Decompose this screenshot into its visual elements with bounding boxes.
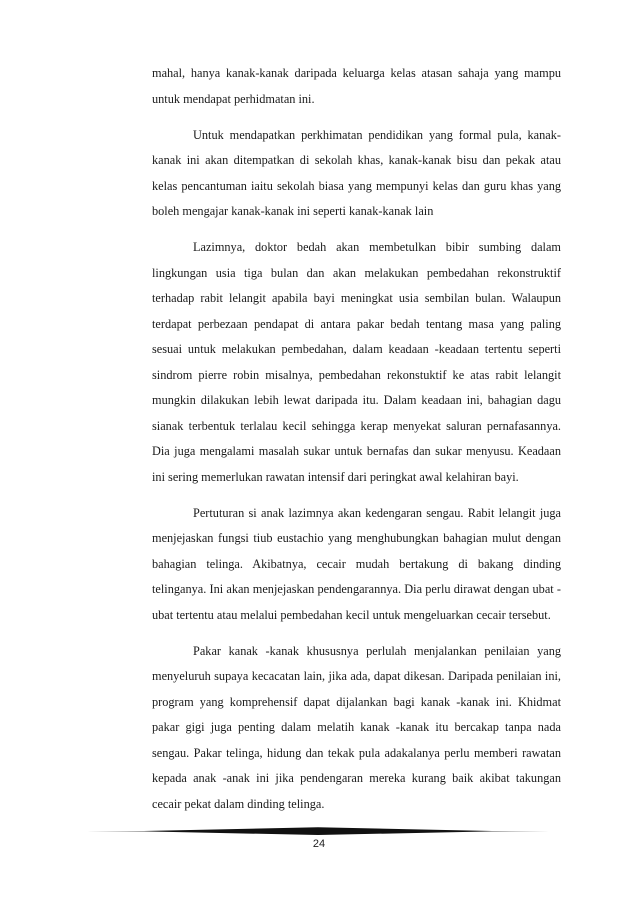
paragraph-speech-hearing: Pertuturan si anak lazimnya akan kedengaran sengau. Rabit lelangit juga menjejaskan fungsi tiub eustachio yang menghubungkan bahagian mulut dengan bahagian telinga. Akibatnya, cecair mudah bertakung di bakang dinding telinganya. Ini akan menjejaskan pendengarannya. Dia perlu dirawat dengan ubat -ubat tertentu atau melalui pembedahan kecil untuk mengeluarkan cecair tersebut.: [152, 505, 561, 622]
document-body: [152, 61, 561, 828]
paragraph-surgery: Lazimnya, doktor bedah akan membetulkan bibir sumbing dalam lingkungan usia tiga bulan dan akan melakukan pembedahan rekonstruktif terhadap rabit lelangit apabila bayi meningkat usia sembilan bulan. Walaupun terdapat perbezaan pendapat di antara pakar bedah tentang masa yang paling sesuai untuk melakukan pembedahan, dalam keadaan -keadaan tertentu seperti sindrom pierre robin misalnya, pembedahan rekonstuktif ke atas rabit lelangit mungkin dilakukan lebih lewat daripada itu. Dalam keadaan ini, bahagian dagu sianak terbentuk terlalau kecil sehingga kerap menyekat saluran pernafasannya. Dia juga mengalami masalah sukar untuk bernafas dan sukar menyusu. Keadaan ini sering memerlukan rawatan intensif dari peringkat awal kelahiran bayi.: [152, 240, 561, 484]
paragraph-specialist-care: Pakar kanak -kanak khususnya perlulah menjalankan penilaian yang menyeluruh supaya kecacatan lain, jika ada, dapat dikesan. Daripada penilaian ini, program yang komprehensif dapat dijalankan bagi kanak -kanak ini. Khidmat pakar gigi juga penting dalam melatih kanak -kanak itu bercakap tanpa nada sengau. Pakar telinga, hidung dan tekak pula adakalanya perlu memberi rawatan kepada anak -anak ini jika pendengaran mereka kurang baik akibat takungan cecair pekat dalam dinding telinga.: [152, 643, 561, 811]
page-number: 24: [312, 838, 326, 850]
footer-rule: [86, 826, 550, 836]
paragraph-special-education: Untuk mendapatkan perkhimatan pendidikan yang formal pula, kanak-kanak ini akan ditempatkan di sekolah khas, kanak-kanak bisu dan pekak atau kelas pencantuman iaitu sekolah biasa yang mempunyi kelas dan guru khas yang boleh mengajar kanak-kanak ini seperti kanak-kanak lain: [152, 127, 561, 218]
paragraph-continuation: mahal, hanya kanak-kanak daripada keluarga kelas atasan sahaja yang mampu untuk mendapat perhidmatan ini.: [152, 66, 561, 106]
